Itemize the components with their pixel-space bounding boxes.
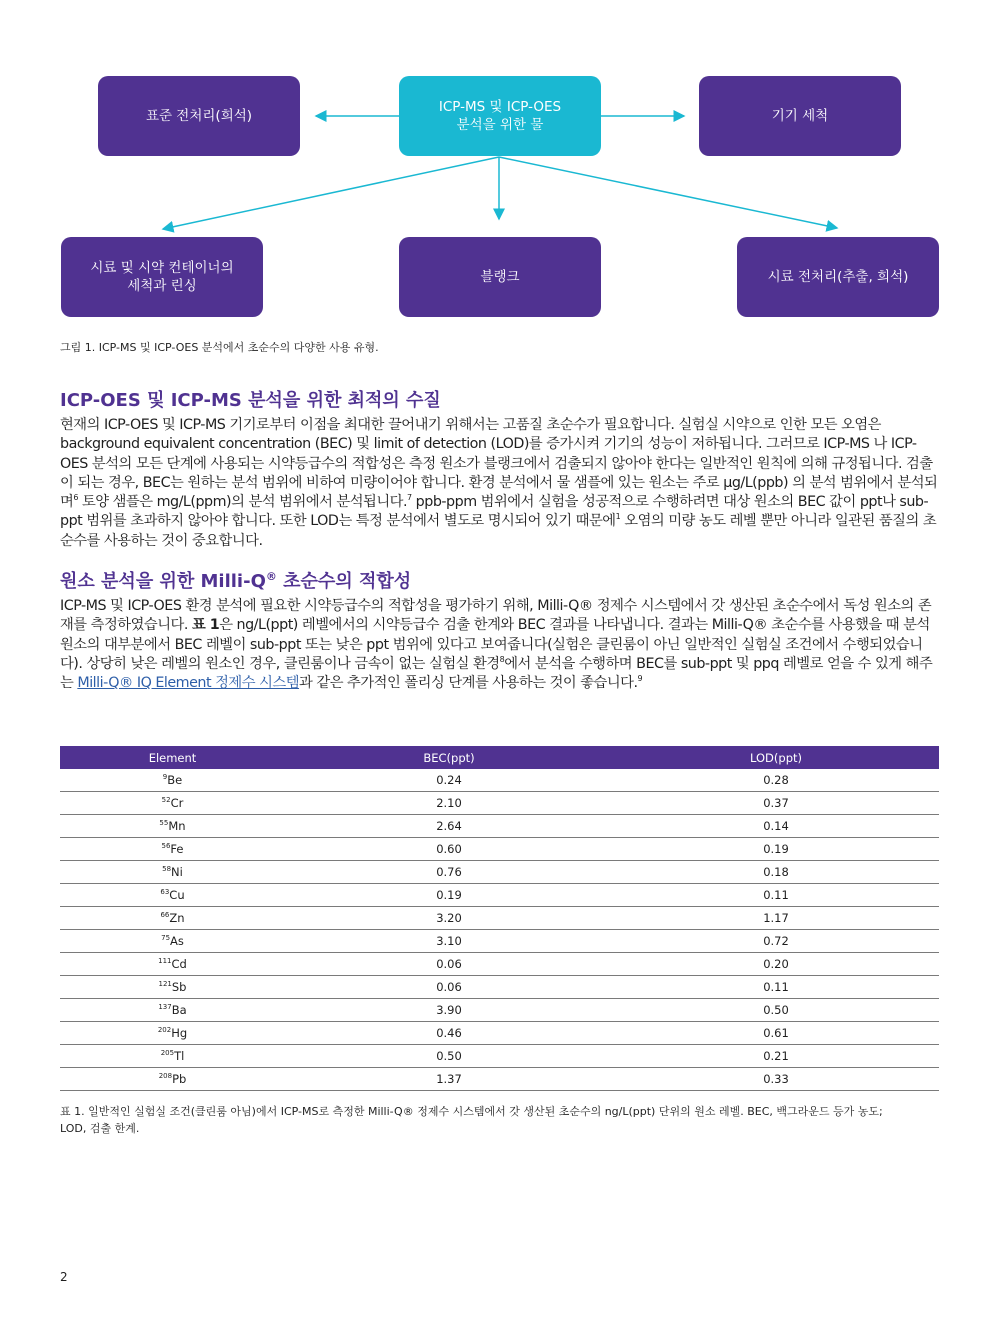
cell-element: $^{75}$As xyxy=(60,930,285,953)
box-container-rinsing xyxy=(61,237,263,317)
cell-bec: 0.19 xyxy=(285,884,613,907)
cell-element: $^{111}$Cd xyxy=(60,953,285,976)
box-rinsing-line2: 세척과 린싱 xyxy=(127,278,197,294)
cell-lod: 0.37 xyxy=(613,792,939,815)
cell-lod: 0.72 xyxy=(613,930,939,953)
cell-bec: 3.20 xyxy=(285,907,613,930)
section2-heading: 원소 분석을 위한 Milli-Q® 초순수의 적합성 xyxy=(60,570,412,592)
table-row xyxy=(60,1022,939,1045)
cell-lod: 0.19 xyxy=(613,838,939,861)
table-row xyxy=(60,861,939,884)
box-standard-prep-label: 표준 전처리(희석) xyxy=(145,108,253,124)
page-number: 2 xyxy=(60,1270,68,1284)
cell-lod: 0.14 xyxy=(613,815,939,838)
cell-element: $^{63}$Cu xyxy=(60,884,285,907)
cell-bec: 1.37 xyxy=(285,1068,613,1091)
section1-paragraph: 현재의 ICP-OES 및 ICP-MS 기기로부터 이점을 최대한 끌어내기 위해서는 고품질 초순수가 필요합니다. 실험실 시약으로 인한 모든 오염은 background equivalent concentration (BEC) 및 limit of detection (LOD)를 증가시켜 기기의 성능이 저하됩니다. 그러므로 ICP-MS 나 ICP-OES 분석의 모든 단계에 사용되는 시약등급수의 적합성은 측정 원소가 블랭크에서 검출되지 않아야 한다는 일반적인 원칙에 의해 규정됩니다. 검출이 되는 경우, BEC는 원하는 분석 범위에 비하여 미량이어야 합니다. 환경 분석에서 물 샘플에 있는 원소는 주로 µg/L(ppb) 의 분석 범위에서 분석되며$^6$ 토양 샘플은 mg/L(ppm)의 분석 범위에서 분석됩니다.$^7$ ppb-ppm 범위에서 실험을 성공적으로 수행하려면 대상 원소의 BEC 값이 ppt나 sub-ppt 범위를 초과하지 않아야 합니다. 또한 LOD는 특정 분석에서 별도로 명시되어 있기 때문에$^1$ 오염의 미량 농도 레벨 뿐만 아니라 일관된 품질의 초순수를 사용하는 것이 중요합니다. xyxy=(60,417,938,549)
table-row xyxy=(60,907,939,930)
box-instrument-cleaning xyxy=(699,76,901,156)
cell-bec: 0.06 xyxy=(285,976,613,999)
table-row xyxy=(60,792,939,815)
cell-lod: 0.20 xyxy=(613,953,939,976)
cell-element: $^{58}$Ni xyxy=(60,861,285,884)
cell-lod: 0.11 xyxy=(613,884,939,907)
table-row xyxy=(60,884,939,907)
element-levels-table xyxy=(60,746,939,1091)
table-row xyxy=(60,815,939,838)
figure-caption: 그림 1. ICP-MS 및 ICP-OES 분석에서 초순수의 다양한 사용 유형. xyxy=(60,341,379,354)
table-row xyxy=(60,1068,939,1091)
header-lod: LOD(ppt) xyxy=(613,746,939,769)
box-instrument-cleaning-label: 기기 세척 xyxy=(771,108,829,124)
cell-bec: 3.10 xyxy=(285,930,613,953)
cell-element: $^{205}$Tl xyxy=(60,1045,285,1068)
table-header-row xyxy=(60,746,939,769)
milli-q-iq-element-link[interactable]: Milli-Q® IQ Element 정제수 시스템 xyxy=(77,675,300,692)
section2-paragraph: ICP-MS 및 ICP-OES 환경 분석에 필요한 시약등급수의 적합성을 평가하기 위해, Milli-Q® 정제수 시스템에서 갓 생산된 초순수에서 독성 원소의 존재를 측정하였습니다. 표 1은 ng/L(ppt) 레벨에서의 시약등급수 검출 한계와 BEC 결과를 나타냅니다. 결과는 Milli-Q® 초순수를 사용했을 때 분석 원소의 대부분에서 BEC 레벨이 sub-ppt 또는 낮은 ppt 범위에 있다고 보여줍니다(실험은 클린룸이 아닌 일반적인 실험실 조건에서 수행되었습니다). 상당히 낮은 레벨의 원소인 경우, 클린룸이나 금속이 없는 실험실 환경$^8$에서 분석을 수행하며 BEC를 sub-ppt 및 ppq 레벨로 얻을 수 있게 해주는 Milli-Q® IQ Element 정제수 시스템과 같은 추가적인 폴리싱 단계를 사용하는 것이 좋습니다.$^9$ xyxy=(60,598,933,692)
box-rinsing-line1: 시료 및 시약 컨테이너의 xyxy=(90,260,234,276)
cell-lod: 1.17 xyxy=(613,907,939,930)
box-sample-prep xyxy=(737,237,939,317)
table-row xyxy=(60,838,939,861)
cell-lod: 0.21 xyxy=(613,1045,939,1068)
cell-lod: 0.33 xyxy=(613,1068,939,1091)
box-center-line2: 분석을 위한 물 xyxy=(456,117,544,133)
arrow-to-bottom-left xyxy=(163,157,499,229)
cell-lod: 0.28 xyxy=(613,769,939,792)
usage-diagram xyxy=(0,0,1000,330)
cell-lod: 0.50 xyxy=(613,999,939,1022)
table-caption: 표 1. 일반적인 실험실 조건(클린룸 아님)에서 ICP-MS로 측정한 Milli-Q® 정제수 시스템에서 갓 생산된 초순수의 ng/L(ppt) 단위의 원소 레벨. BEC, 백그라운드 등가 농도; LOD, 검출 한계. xyxy=(60,1105,883,1135)
cell-element: $^{208}$Pb xyxy=(60,1068,285,1091)
cell-element: $^9$Be xyxy=(60,769,285,792)
table-row xyxy=(60,769,939,792)
table-row xyxy=(60,930,939,953)
arrow-to-bottom-right xyxy=(499,157,837,228)
cell-element: $^{56}$Fe xyxy=(60,838,285,861)
box-blank-label: 블랭크 xyxy=(480,269,520,285)
box-blank xyxy=(399,237,601,317)
table-row xyxy=(60,999,939,1022)
box-standard-prep xyxy=(98,76,300,156)
table-row xyxy=(60,1045,939,1068)
cell-lod: 0.18 xyxy=(613,861,939,884)
header-bec: BEC(ppt) xyxy=(285,746,613,769)
cell-bec: 0.76 xyxy=(285,861,613,884)
cell-element: $^{66}$Zn xyxy=(60,907,285,930)
cell-lod: 0.11 xyxy=(613,976,939,999)
cell-bec: 3.90 xyxy=(285,999,613,1022)
cell-bec: 0.06 xyxy=(285,953,613,976)
box-center-line1: ICP-MS 및 ICP-OES xyxy=(438,99,562,115)
cell-lod: 0.61 xyxy=(613,1022,939,1045)
cell-bec: 0.50 xyxy=(285,1045,613,1068)
table-row xyxy=(60,976,939,999)
cell-element: $^{52}$Cr xyxy=(60,792,285,815)
cell-bec: 0.46 xyxy=(285,1022,613,1045)
cell-element: $^{121}$Sb xyxy=(60,976,285,999)
section1-heading: ICP-OES 및 ICP-MS 분석을 위한 최적의 수질 xyxy=(60,390,441,411)
cell-bec: 2.64 xyxy=(285,815,613,838)
box-water-for-analysis xyxy=(399,76,601,156)
cell-element: $^{55}$Mn xyxy=(60,815,285,838)
cell-element: $^{202}$Hg xyxy=(60,1022,285,1045)
header-element: Element xyxy=(60,746,285,769)
box-sample-prep-label: 시료 전처리(추출, 희석) xyxy=(767,269,909,285)
cell-bec: 0.24 xyxy=(285,769,613,792)
cell-bec: 2.10 xyxy=(285,792,613,815)
cell-bec: 0.60 xyxy=(285,838,613,861)
table-row xyxy=(60,953,939,976)
cell-element: $^{137}$Ba xyxy=(60,999,285,1022)
